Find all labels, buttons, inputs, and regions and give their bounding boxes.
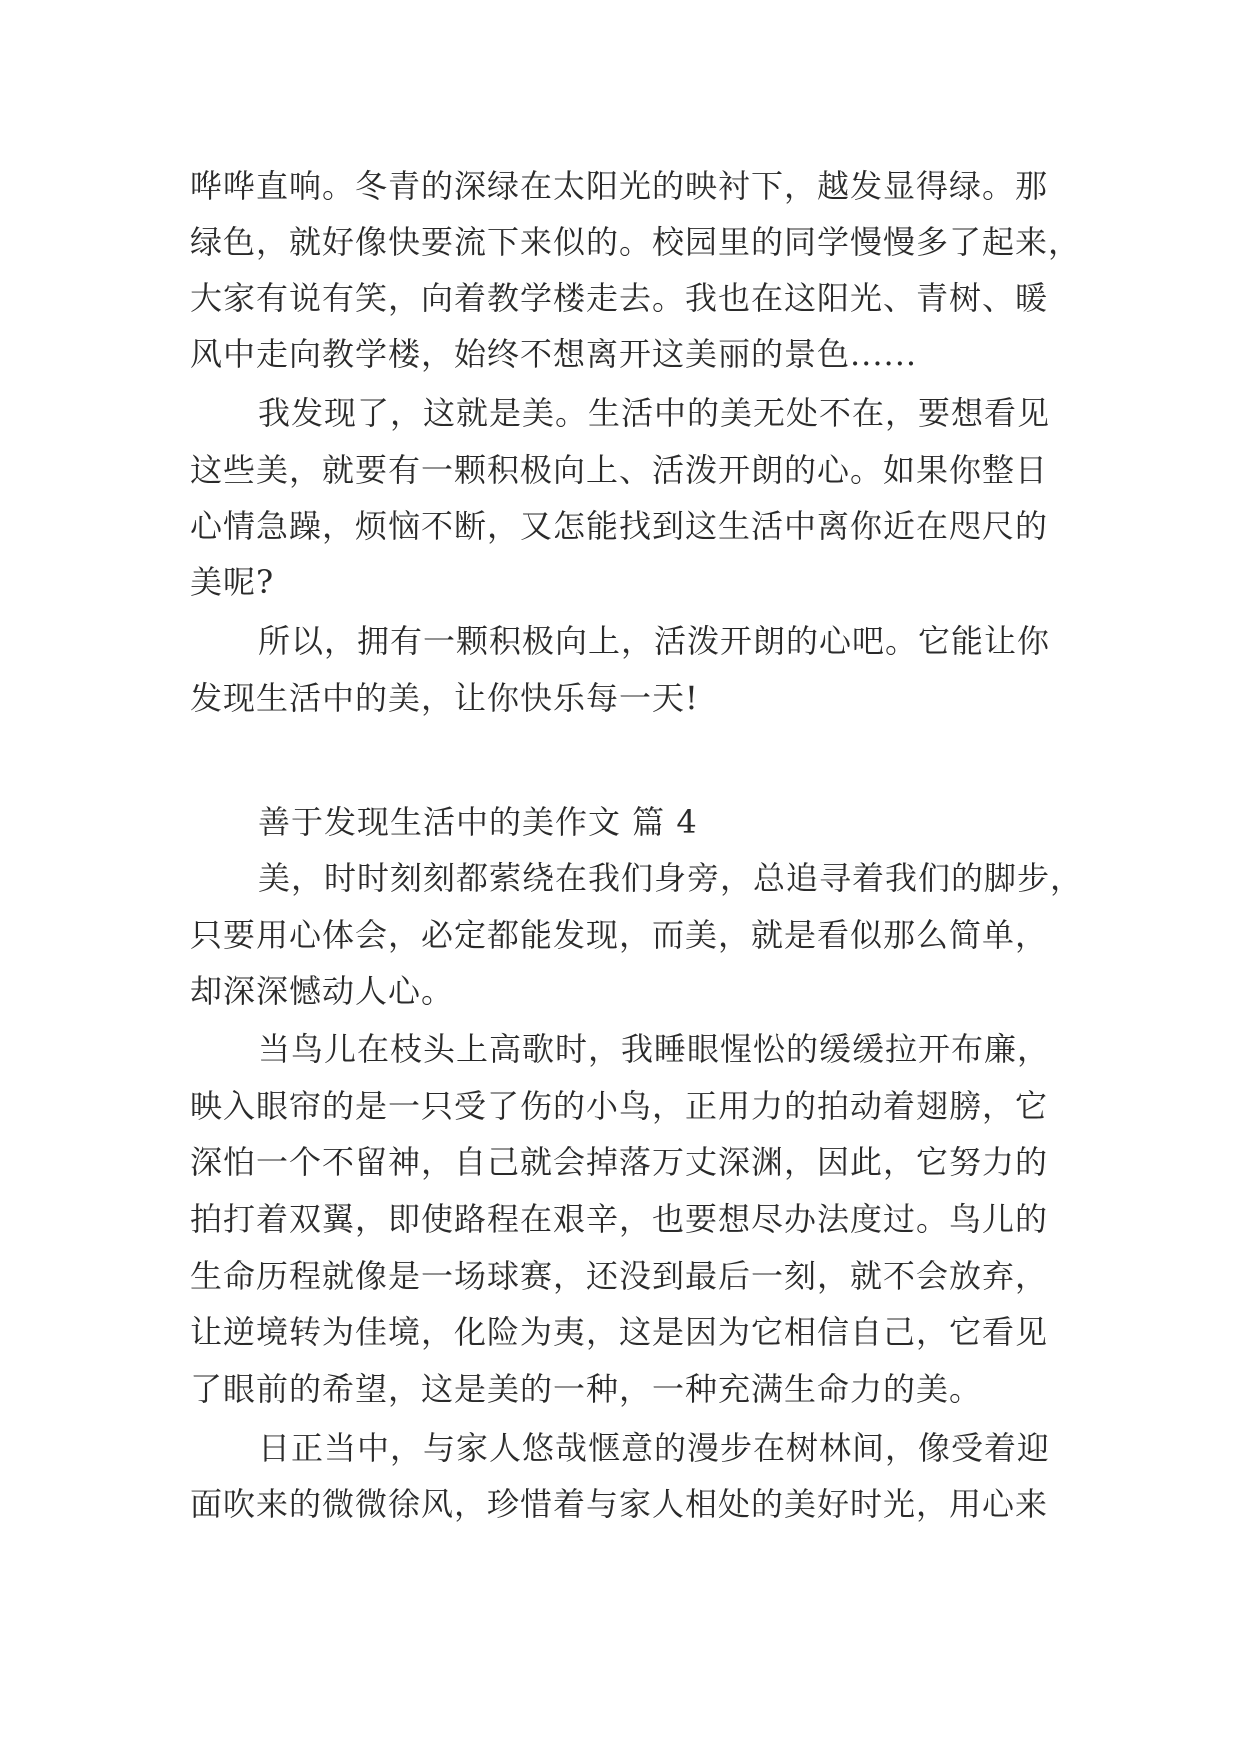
text-line: 让逆境转为佳境，化险为夷，这是因为它相信自己，它看见 — [190, 1313, 1049, 1351]
text-line: 生命历程就像是一场球赛，还没到最后一刻，就不会放弃， — [190, 1257, 1049, 1295]
text-line: 却深深憾动人心。 — [190, 972, 455, 1010]
paragraph-start-line: 所以，拥有一颗积极向上，活泼开朗的心吧。它能让你 — [258, 622, 1051, 660]
paragraph-start-line: 当鸟儿在枝头上高歌时，我睡眼惺忪的缓缓拉开布廉， — [258, 1030, 1051, 1068]
text-line: 深怕一个不留神，自己就会掉落万丈深渊，因此，它努力的 — [190, 1143, 1049, 1181]
text-line: 风中走向教学楼，始终不想离开这美丽的景色...... — [190, 335, 918, 373]
text-line: 面吹来的微微徐风，珍惜着与家人相处的美好时光，用心来 — [190, 1485, 1049, 1523]
text-line: 拍打着双翼，即使路程在艰辛，也要想尽办法度过。鸟儿的 — [190, 1200, 1049, 1238]
text-line: 发现生活中的美，让你快乐每一天! — [190, 679, 699, 717]
text-line: 这些美，就要有一颗积极向上、活泼开朗的心。如果你整日 — [190, 451, 1049, 489]
paragraph-start-line: 美，时时刻刻都萦绕在我们身旁，总追寻着我们的脚步， — [258, 859, 1084, 897]
text-line: 绿色，就好像快要流下来似的。校园里的同学慢慢多了起来， — [190, 223, 1082, 261]
text-line: 大家有说有笑，向着教学楼走去。我也在这阳光、青树、暖 — [190, 279, 1049, 317]
paragraph-start-line: 我发现了，这就是美。生活中的美无处不在，要想看见 — [258, 394, 1051, 432]
section-heading: 善于发现生活中的美作文 篇 4 — [258, 803, 698, 841]
text-line: 映入眼帘的是一只受了伤的小鸟，正用力的拍动着翅膀，它 — [190, 1087, 1049, 1125]
text-line: 心情急躁，烦恼不断，又怎能找到这生活中离你近在咫尺的 — [190, 507, 1049, 545]
paragraph-start-line: 日正当中，与家人悠哉惬意的漫步在树林间，像受着迎 — [258, 1429, 1051, 1467]
text-line: 哗哗直响。冬青的深绿在太阳光的映衬下，越发显得绿。那 — [190, 167, 1049, 205]
text-line: 只要用心体会，必定都能发现，而美，就是看似那么简单， — [190, 916, 1049, 954]
text-line: 了眼前的希望，这是美的一种，一种充满生命力的美。 — [190, 1370, 983, 1408]
text-line: 美呢? — [190, 563, 275, 601]
